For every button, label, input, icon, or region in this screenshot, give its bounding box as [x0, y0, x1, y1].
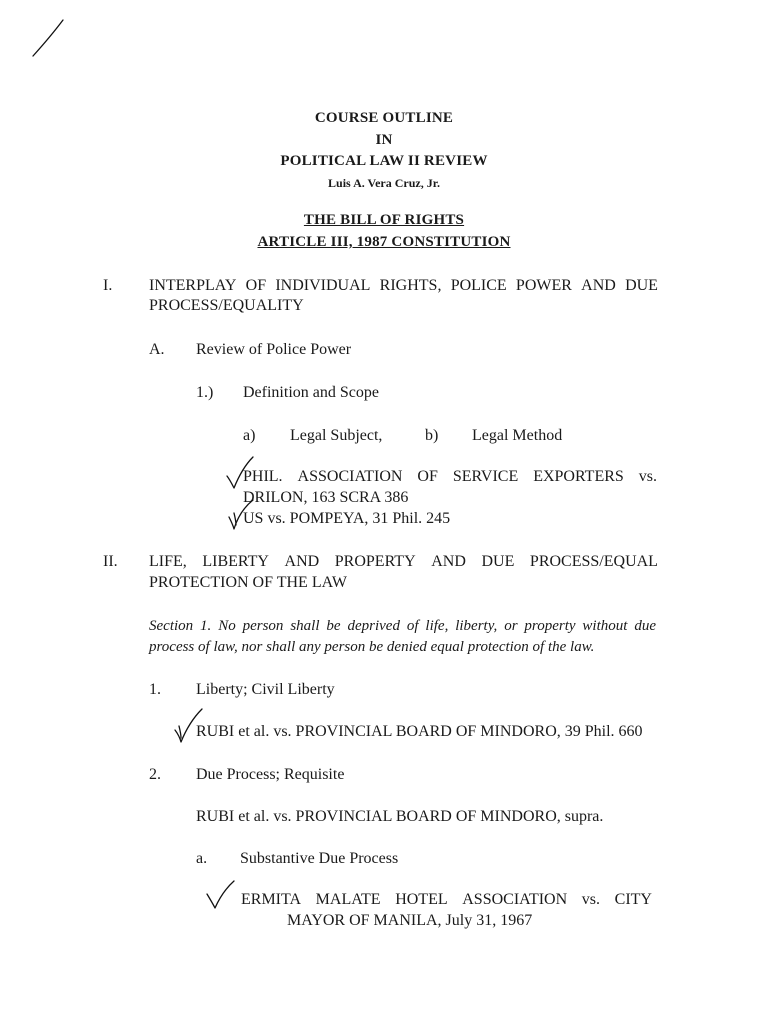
word: or [504, 618, 518, 634]
section-1-item-1-text: Definition and Scope [243, 384, 379, 401]
header-title-line1: COURSE OUTLINE [314, 110, 454, 126]
word: No [218, 618, 236, 634]
word: LIBERTY [202, 553, 269, 570]
word: CITY [614, 891, 652, 908]
word: PROPERTY [334, 553, 416, 570]
word: DUE [481, 553, 515, 570]
sub-b-label: b) [425, 427, 439, 444]
sub-a-label: a) [243, 427, 256, 444]
word: without [582, 618, 628, 634]
word: liberty, [455, 618, 498, 634]
subheader-line1: THE BILL OF RIGHTS [303, 212, 465, 228]
word: 1. [200, 618, 212, 634]
word: MALATE [315, 891, 381, 908]
case-phil-association-line2: DRILON, 163 SCRA 386 [243, 489, 409, 506]
section-2-item-1-text: Liberty; Civil Liberty [196, 681, 335, 698]
word: property [524, 618, 576, 634]
subheader-line2: ARTICLE III, 1987 CONSTITUTION [257, 234, 511, 250]
word: be [326, 618, 341, 634]
section-2-item-1-label: 1. [149, 681, 161, 698]
word: Section [149, 618, 194, 634]
word: INTERPLAY [149, 277, 237, 294]
substantive-label: a. [196, 850, 208, 867]
section-1-title-line1 [149, 277, 658, 295]
section-2-title-line1 [149, 553, 658, 571]
word: AND [581, 277, 616, 294]
word: EXPORTERS [533, 468, 624, 485]
word: LIFE, [149, 553, 187, 570]
section-1-quote-line1 [149, 618, 656, 635]
word: due [634, 618, 656, 634]
word: ERMITA [241, 891, 302, 908]
word: AND [284, 553, 320, 570]
word: RIGHTS, [379, 277, 442, 294]
word: deprived [347, 618, 400, 634]
header-author: Luis A. Vera Cruz, Jr. [328, 176, 440, 190]
word: OF [417, 468, 438, 485]
word: POLICE [450, 277, 507, 294]
section-2-numeral: II. [103, 553, 118, 570]
section-1-numeral: I. [103, 277, 113, 294]
word: PHIL. [243, 468, 283, 485]
substantive-text: Substantive Due Process [240, 850, 399, 867]
sub-a-text: Legal Subject, [290, 427, 383, 444]
case-rubi-1: RUBI et al. vs. PROVINCIAL BOARD OF MINDORO, 39 Phil. 660 [196, 723, 643, 740]
word: PROCESS/EQUAL [529, 553, 658, 570]
word: shall [290, 618, 320, 634]
word: vs. [581, 891, 601, 908]
case-ermita-line1 [241, 891, 652, 909]
corner-slash-mark [30, 18, 70, 58]
section-2-title-line2: PROTECTION OF THE LAW [149, 574, 347, 591]
word: life, [425, 618, 449, 634]
word: SERVICE [452, 468, 519, 485]
section-1-item-1-label: 1.) [196, 384, 214, 401]
case-rubi-supra: RUBI et al. vs. PROVINCIAL BOARD OF MINDORO, supra. [196, 808, 604, 825]
section-2-item-2-label: 2. [149, 766, 161, 783]
section-1-a-text: Review of Police Power [196, 341, 352, 358]
header-title-line3: POLITICAL LAW II REVIEW [280, 153, 488, 169]
word: AND [431, 553, 466, 570]
section-2-item-2-text: Due Process; Requisite [196, 766, 345, 783]
word: HOTEL [395, 891, 448, 908]
word: ASSOCIATION [462, 891, 568, 908]
section-1-quote-line2: process of law, nor shall any person be denied equal protection of the law. [149, 639, 595, 655]
section-1-title-line2: PROCESS/EQUALITY [149, 297, 304, 314]
word: person [242, 618, 284, 634]
word: OF [245, 277, 267, 294]
case-phil-association-line1 [243, 468, 657, 486]
case-ermita-line2: MAYOR OF MANILA, July 31, 1967 [287, 912, 533, 929]
word: INDIVIDUAL [275, 277, 371, 294]
section-1-a-label: A. [149, 341, 165, 358]
header-title-line2: IN [375, 132, 393, 148]
word: of [406, 618, 419, 634]
sub-b-text: Legal Method [472, 427, 563, 444]
word: POWER [515, 277, 572, 294]
case-us-pompeya: US vs. POMPEYA, 31 Phil. 245 [243, 510, 451, 527]
handwritten-check-icon [206, 880, 236, 910]
word: ASSOCIATION [297, 468, 403, 485]
word: DUE [625, 277, 658, 294]
word: vs. [638, 468, 657, 485]
